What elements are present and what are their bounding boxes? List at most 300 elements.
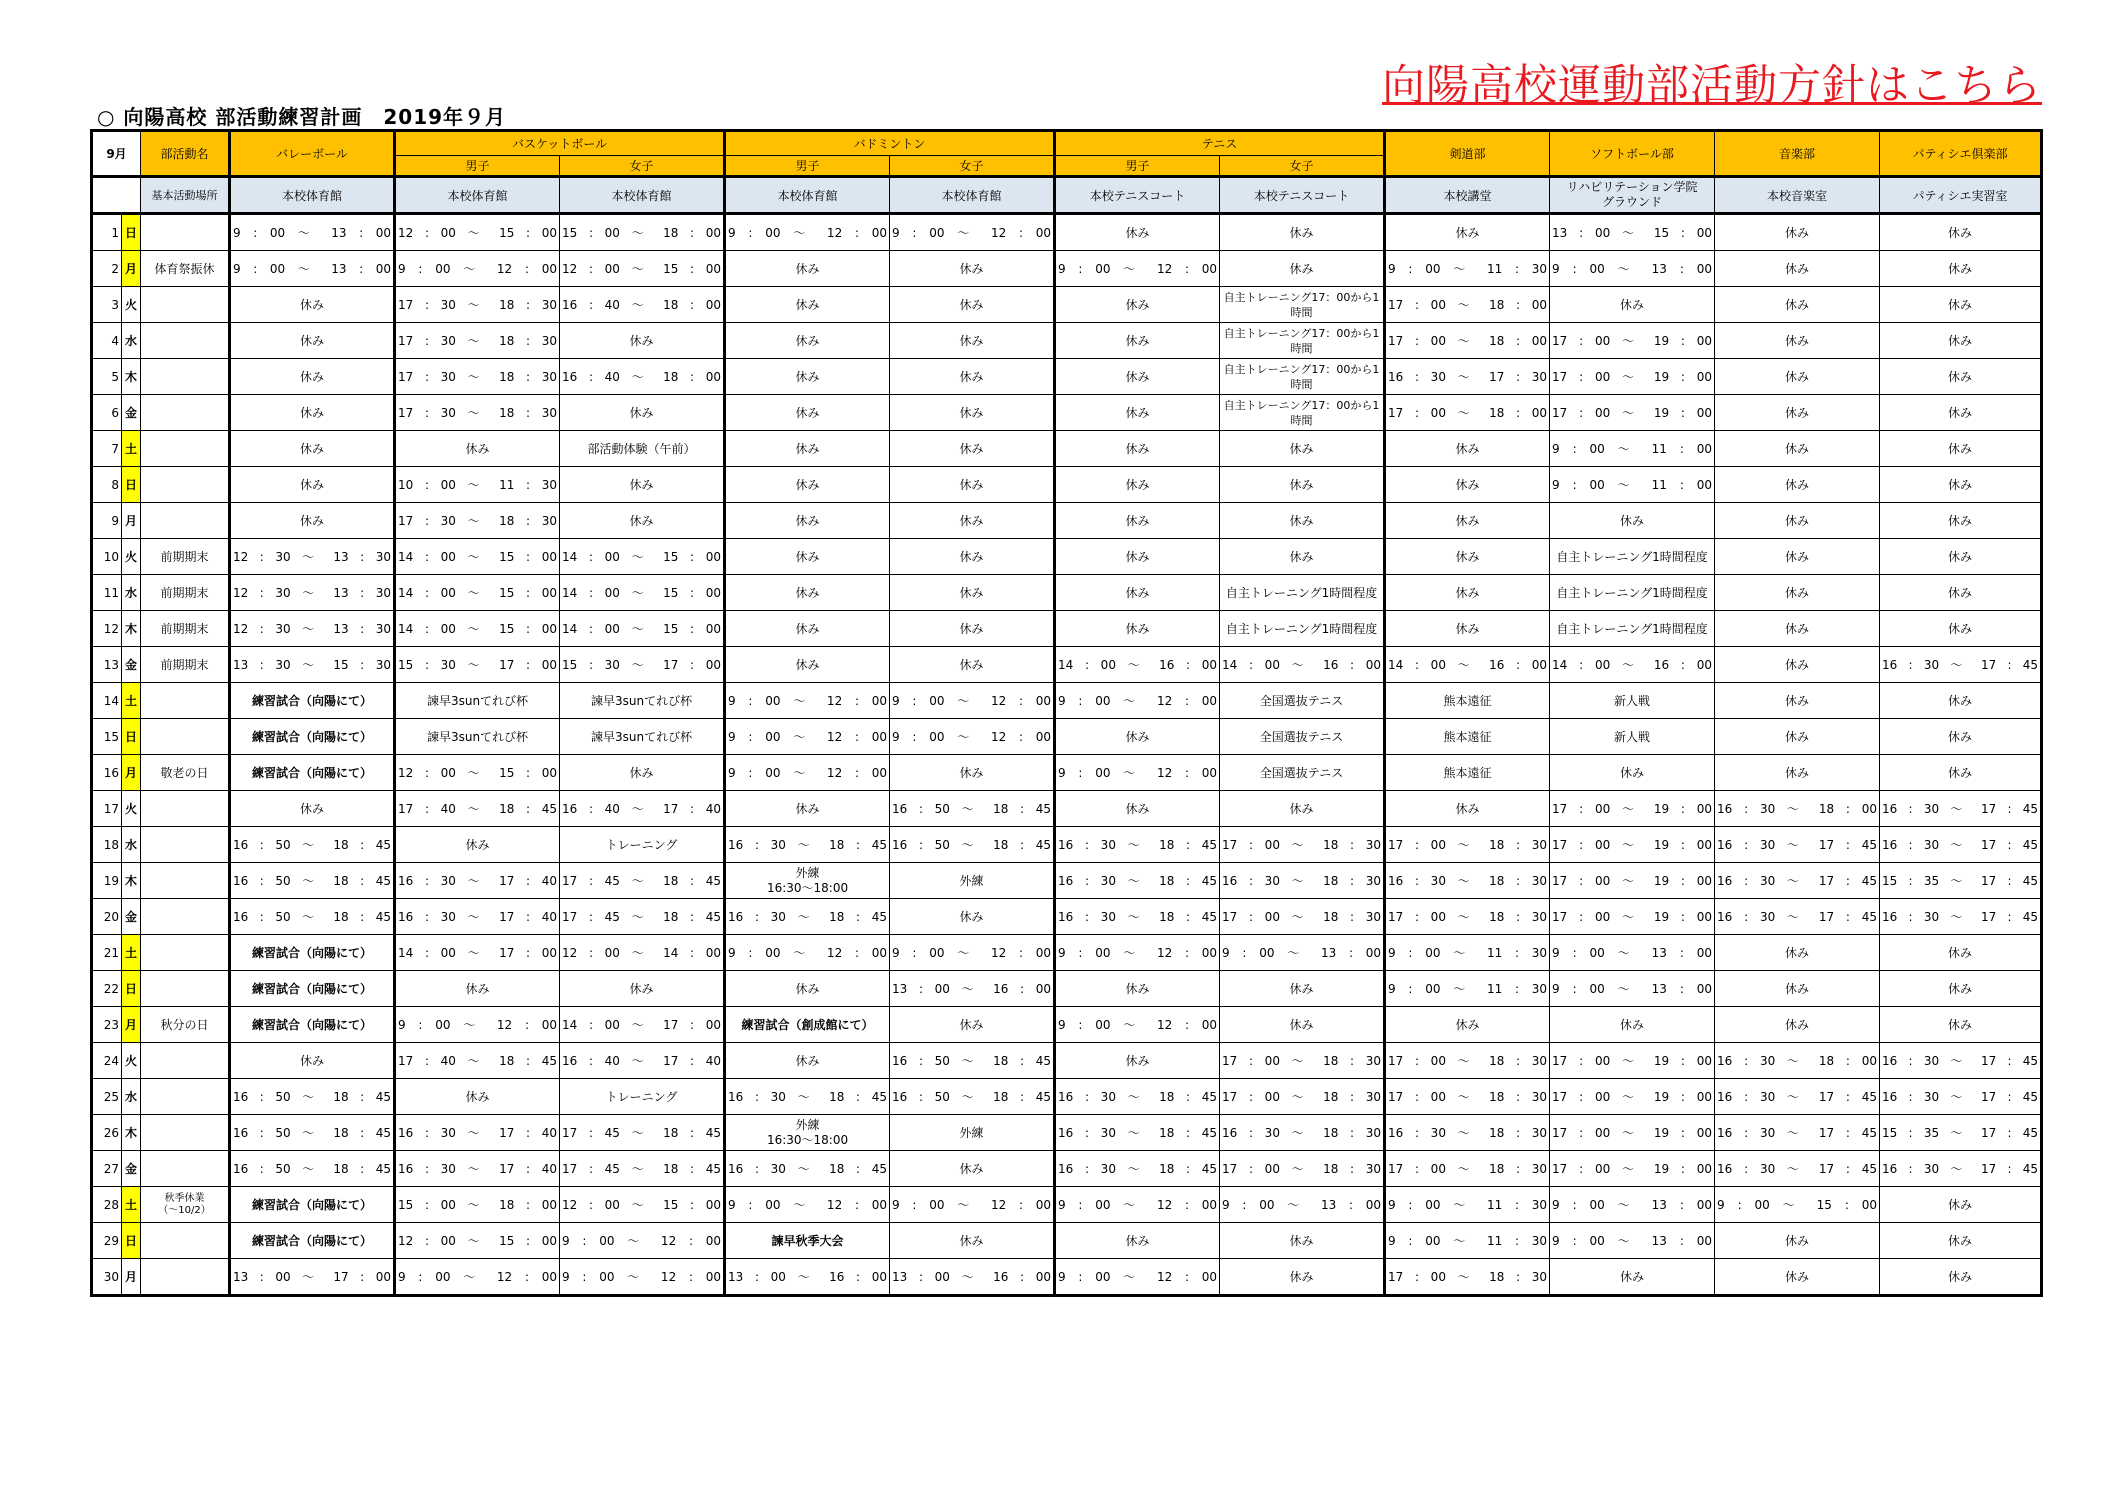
schedule-cell: 14 : 00 ～ 15 : 00 <box>560 575 725 611</box>
schedule-cell: 休み <box>560 503 725 539</box>
event-note <box>141 1223 230 1259</box>
day-number: 12 <box>92 611 122 647</box>
schedule-cell: 休み <box>1055 323 1220 359</box>
weekday: 月 <box>122 251 141 287</box>
table-row <box>92 575 2042 611</box>
schedule-cell: 休み <box>890 1151 1055 1187</box>
schedule-cell: 休み <box>1385 611 1550 647</box>
schedule-cell: 9 : 00 ～ 12 : 00 <box>725 935 890 971</box>
weekday: 日 <box>122 971 141 1007</box>
weekday: 木 <box>122 1115 141 1151</box>
schedule-cell: 休み <box>1715 971 1880 1007</box>
table-row <box>92 935 2042 971</box>
schedule-cell: 休み <box>230 503 395 539</box>
table-row <box>92 755 2042 791</box>
schedule-cell: 9 : 00 ～ 13 : 00 <box>1550 935 1715 971</box>
tennis-female: 女子 <box>1220 156 1385 177</box>
basketball-male: 男子 <box>395 156 560 177</box>
schedule-cell: 休み <box>1220 1259 1385 1296</box>
weekday: 月 <box>122 1259 141 1296</box>
event-note <box>141 719 230 755</box>
event-note: 前期期末 <box>141 575 230 611</box>
weekday: 金 <box>122 1151 141 1187</box>
event-note: 前期期末 <box>141 647 230 683</box>
weekday: 日 <box>122 214 141 251</box>
schedule-cell: 諫早3sunてれび杯 <box>560 683 725 719</box>
weekday: 土 <box>122 935 141 971</box>
schedule-cell: 休み <box>1880 431 2042 467</box>
day-number: 25 <box>92 1079 122 1115</box>
schedule-cell: 13 : 30 ～ 15 : 30 <box>230 647 395 683</box>
schedule-cell: 外練 <box>890 863 1055 899</box>
schedule-cell: 15 : 00 ～ 18 : 00 <box>395 1187 560 1223</box>
schedule-cell: 休み <box>1220 1223 1385 1259</box>
schedule-cell: 休み <box>725 611 890 647</box>
schedule-cell: 休み <box>890 395 1055 431</box>
schedule-cell: 休み <box>1880 503 2042 539</box>
schedule-cell: 17 : 00 ～ 18 : 00 <box>1385 287 1550 323</box>
day-number: 22 <box>92 971 122 1007</box>
event-note <box>141 395 230 431</box>
club-volleyball: バレーボール <box>230 131 395 177</box>
schedule-cell: 12 : 00 ～ 15 : 00 <box>560 251 725 287</box>
place-cell: 本校テニスコート <box>1220 177 1385 214</box>
schedule-cell: 14 : 00 ～ 16 : 00 <box>1220 647 1385 683</box>
schedule-cell: 14 : 00 ～ 17 : 00 <box>560 1007 725 1043</box>
schedule-cell: 休み <box>560 395 725 431</box>
schedule-cell: 16 : 30 ～ 17 : 40 <box>395 1115 560 1151</box>
schedule-cell: 16 : 30 ～ 18 : 30 <box>1220 863 1385 899</box>
table-row <box>92 1115 2042 1151</box>
table-row <box>92 827 2042 863</box>
event-note <box>141 431 230 467</box>
schedule-cell: 休み <box>1385 214 1550 251</box>
event-note <box>141 683 230 719</box>
day-number: 2 <box>92 251 122 287</box>
schedule-cell: 休み <box>1715 359 1880 395</box>
schedule-cell: 17 : 00 ～ 19 : 00 <box>1550 899 1715 935</box>
schedule-cell: 17 : 00 ～ 18 : 30 <box>1385 1259 1550 1296</box>
schedule-cell: 休み <box>725 287 890 323</box>
schedule-cell: 休み <box>1880 539 2042 575</box>
schedule-cell: 休み <box>1055 539 1220 575</box>
schedule-cell: 休み <box>1880 1007 2042 1043</box>
place-cell: 本校体育館 <box>890 177 1055 214</box>
schedule-cell: 休み <box>1055 287 1220 323</box>
schedule-cell: 16 : 40 ～ 17 : 40 <box>560 791 725 827</box>
schedule-cell: 自主トレーニング1時間程度 <box>1550 611 1715 647</box>
schedule-cell: トレーニング <box>560 1079 725 1115</box>
schedule-cell: 16 : 30 ～ 17 : 45 <box>1880 791 2042 827</box>
schedule-cell: 17 : 00 ～ 19 : 00 <box>1550 1079 1715 1115</box>
schedule-cell: 外練 <box>890 1115 1055 1151</box>
schedule-cell: 15 : 30 ～ 17 : 00 <box>395 647 560 683</box>
tennis-male: 男子 <box>1055 156 1220 177</box>
schedule-cell: 13 : 00 ～ 15 : 00 <box>1550 214 1715 251</box>
schedule-cell: 練習試合（向陽にて） <box>230 755 395 791</box>
schedule-cell: 休み <box>1055 575 1220 611</box>
schedule-cell: トレーニング <box>560 827 725 863</box>
day-number: 1 <box>92 214 122 251</box>
event-note <box>141 287 230 323</box>
schedule-cell: 16 : 30 ～ 18 : 45 <box>1055 899 1220 935</box>
schedule-cell: 休み <box>1715 503 1880 539</box>
schedule-cell: 休み <box>1220 971 1385 1007</box>
schedule-cell: 休み <box>1880 323 2042 359</box>
day-number: 8 <box>92 467 122 503</box>
schedule-cell: 9 : 00 ～ 11 : 30 <box>1385 251 1550 287</box>
schedule-cell: 自主トレーニング1時間程度 <box>1220 611 1385 647</box>
place-cell: リハビリテーション学院 グラウンド <box>1550 177 1715 214</box>
schedule-cell: 諫早秋季大会 <box>725 1223 890 1259</box>
schedule-cell: 休み <box>230 395 395 431</box>
schedule-cell: 9 : 00 ～ 13 : 00 <box>1550 971 1715 1007</box>
schedule-cell: 休み <box>1715 611 1880 647</box>
schedule-cell: 9 : 00 ～ 12 : 00 <box>890 719 1055 755</box>
schedule-cell: 休み <box>1715 539 1880 575</box>
schedule-cell: 熊本遠征 <box>1385 683 1550 719</box>
event-note <box>141 1043 230 1079</box>
schedule-cell: 16 : 50 ～ 18 : 45 <box>230 863 395 899</box>
schedule-cell: 9 : 00 ～ 12 : 00 <box>890 1187 1055 1223</box>
schedule-cell: 全国選抜テニス <box>1220 719 1385 755</box>
weekday: 木 <box>122 611 141 647</box>
schedule-cell: 休み <box>1880 935 2042 971</box>
schedule-cell: 休み <box>1385 791 1550 827</box>
schedule-cell: 9 : 00 ～ 12 : 00 <box>1055 1259 1220 1296</box>
schedule-cell: 16 : 50 ～ 18 : 45 <box>230 1115 395 1151</box>
schedule-cell: 9 : 00 ～ 15 : 00 <box>1715 1187 1880 1223</box>
schedule-cell: 休み <box>230 287 395 323</box>
club-tennis: テニス <box>1055 131 1385 156</box>
schedule-cell: 9 : 00 ～ 12 : 00 <box>725 683 890 719</box>
club-kendo: 剣道部 <box>1385 131 1550 177</box>
schedule-cell: 全国選抜テニス <box>1220 755 1385 791</box>
event-note <box>141 323 230 359</box>
schedule-cell: 17 : 45 ～ 18 : 45 <box>560 1151 725 1187</box>
table-row <box>92 1259 2042 1296</box>
schedule-cell: 17 : 00 ～ 19 : 00 <box>1550 1115 1715 1151</box>
schedule-cell: 15 : 35 ～ 17 : 45 <box>1880 1115 2042 1151</box>
schedule-cell: 17 : 00 ～ 18 : 00 <box>1385 395 1550 431</box>
schedule-cell: 9 : 00 ～ 11 : 30 <box>1385 1187 1550 1223</box>
schedule-cell: 新人戦 <box>1550 719 1715 755</box>
schedule-cell: 練習試合（向陽にて） <box>230 1223 395 1259</box>
day-number: 15 <box>92 719 122 755</box>
place-label: 基本活動場所 <box>141 177 230 214</box>
weekday: 日 <box>122 1223 141 1259</box>
schedule-cell: 16 : 40 ～ 17 : 40 <box>560 1043 725 1079</box>
schedule-cell: 15 : 35 ～ 17 : 45 <box>1880 863 2042 899</box>
schedule-cell: 16 : 30 ～ 17 : 45 <box>1880 899 2042 935</box>
schedule-cell: 休み <box>1055 1223 1220 1259</box>
schedule-cell: 17 : 30 ～ 18 : 30 <box>395 323 560 359</box>
day-number: 23 <box>92 1007 122 1043</box>
schedule-cell: 17 : 45 ～ 18 : 45 <box>560 1115 725 1151</box>
schedule-cell: 13 : 00 ～ 16 : 00 <box>890 971 1055 1007</box>
schedule-cell: 休み <box>890 431 1055 467</box>
schedule-cell: 16 : 30 ～ 17 : 45 <box>1715 827 1880 863</box>
schedule-cell: 休み <box>1550 1259 1715 1296</box>
weekday: 月 <box>122 755 141 791</box>
schedule-cell: 新人戦 <box>1550 683 1715 719</box>
schedule-cell: 休み <box>560 971 725 1007</box>
schedule-cell: 休み <box>1055 359 1220 395</box>
schedule-cell: 17 : 00 ～ 18 : 30 <box>1220 827 1385 863</box>
schedule-cell: 16 : 30 ～ 18 : 45 <box>725 1079 890 1115</box>
schedule-cell: 16 : 30 ～ 18 : 45 <box>1055 1115 1220 1151</box>
schedule-cell: 9 : 00 ～ 12 : 00 <box>725 719 890 755</box>
weekday: 金 <box>122 899 141 935</box>
schedule-cell: 休み <box>1715 287 1880 323</box>
weekday: 土 <box>122 683 141 719</box>
weekday: 月 <box>122 1007 141 1043</box>
schedule-cell: 17 : 40 ～ 18 : 45 <box>395 791 560 827</box>
schedule-cell: 休み <box>560 467 725 503</box>
day-number: 20 <box>92 899 122 935</box>
schedule-cell: 休み <box>1220 1007 1385 1043</box>
club-policy-link[interactable]: 向陽高校運動部活動方針はこちら <box>1382 61 2042 111</box>
weekday: 木 <box>122 863 141 899</box>
schedule-cell: 熊本遠征 <box>1385 719 1550 755</box>
schedule-cell: 休み <box>1055 791 1220 827</box>
schedule-cell: 休み <box>1715 575 1880 611</box>
schedule-cell: 休み <box>1715 647 1880 683</box>
schedule-cell: 休み <box>1385 467 1550 503</box>
schedule-cell: 休み <box>1880 1259 2042 1296</box>
schedule-cell: 9 : 00 ～ 12 : 00 <box>395 1007 560 1043</box>
weekday: 金 <box>122 647 141 683</box>
place-cell: 本校音楽室 <box>1715 177 1880 214</box>
weekday: 火 <box>122 791 141 827</box>
schedule-cell: 休み <box>1715 719 1880 755</box>
schedule-cell: 休み <box>725 503 890 539</box>
schedule-cell: 休み <box>890 755 1055 791</box>
schedule-cell: 休み <box>1055 1043 1220 1079</box>
schedule-cell: 自主トレーニング17：00から1時間 <box>1220 395 1385 431</box>
schedule-cell: 12 : 30 ～ 13 : 30 <box>230 539 395 575</box>
schedule-cell: 諫早3sunてれび杯 <box>395 719 560 755</box>
schedule-cell: 休み <box>230 467 395 503</box>
schedule-cell: 16 : 30 ～ 18 : 45 <box>1055 863 1220 899</box>
schedule-cell: 休み <box>1880 287 2042 323</box>
event-note <box>141 503 230 539</box>
club-softball: ソフトボール部 <box>1550 131 1715 177</box>
schedule-cell: 休み <box>1550 755 1715 791</box>
schedule-cell: 休み <box>1880 971 2042 1007</box>
schedule-cell: 14 : 00 ～ 15 : 00 <box>395 611 560 647</box>
schedule-cell: 17 : 00 ～ 18 : 30 <box>1385 899 1550 935</box>
schedule-cell: 休み <box>725 395 890 431</box>
weekday: 火 <box>122 1043 141 1079</box>
day-number: 21 <box>92 935 122 971</box>
schedule-cell: 14 : 00 ～ 15 : 00 <box>395 539 560 575</box>
schedule-table <box>90 129 2043 1297</box>
schedule-cell: 9 : 00 ～ 13 : 00 <box>1220 1187 1385 1223</box>
weekday: 火 <box>122 287 141 323</box>
table-row <box>92 1187 2042 1223</box>
club-music: 音楽部 <box>1715 131 1880 177</box>
schedule-cell: 17 : 00 ～ 18 : 30 <box>1385 827 1550 863</box>
schedule-cell: 9 : 00 ～ 12 : 00 <box>890 214 1055 251</box>
table-row <box>92 1043 2042 1079</box>
schedule-cell: 16 : 30 ～ 17 : 30 <box>1385 359 1550 395</box>
schedule-cell: 16 : 30 ～ 18 : 00 <box>1715 791 1880 827</box>
event-note <box>141 935 230 971</box>
event-note: 秋季休業 （～10/2） <box>141 1187 230 1223</box>
schedule-cell: 休み <box>890 611 1055 647</box>
schedule-cell: 全国選抜テニス <box>1220 683 1385 719</box>
place-blank <box>92 177 141 214</box>
table-row <box>92 971 2042 1007</box>
schedule-cell: 16 : 30 ～ 18 : 45 <box>725 827 890 863</box>
schedule-cell: 練習試合（創成館にて） <box>725 1007 890 1043</box>
schedule-cell: 12 : 30 ～ 13 : 30 <box>230 575 395 611</box>
schedule-cell: 休み <box>1880 575 2042 611</box>
schedule-cell: 休み <box>1880 719 2042 755</box>
schedule-cell: 休み <box>1055 395 1220 431</box>
schedule-cell: 休み <box>1385 575 1550 611</box>
day-number: 16 <box>92 755 122 791</box>
schedule-cell: 休み <box>1880 251 2042 287</box>
schedule-cell: 休み <box>1055 431 1220 467</box>
schedule-cell: 休み <box>1715 935 1880 971</box>
weekday: 水 <box>122 323 141 359</box>
schedule-cell: 14 : 00 ～ 16 : 00 <box>1055 647 1220 683</box>
schedule-cell: 休み <box>1055 214 1220 251</box>
schedule-cell: 14 : 00 ～ 16 : 00 <box>1385 647 1550 683</box>
day-number: 3 <box>92 287 122 323</box>
table-row <box>92 467 2042 503</box>
table-row <box>92 359 2042 395</box>
schedule-cell: 16 : 30 ～ 17 : 45 <box>1880 1151 2042 1187</box>
schedule-cell: 休み <box>1880 359 2042 395</box>
schedule-cell: 15 : 00 ～ 18 : 00 <box>560 214 725 251</box>
day-number: 29 <box>92 1223 122 1259</box>
table-row <box>92 1151 2042 1187</box>
club-badminton: バドミントン <box>725 131 1055 156</box>
schedule-cell: 9 : 00 ～ 13 : 00 <box>230 214 395 251</box>
schedule-cell: 休み <box>890 359 1055 395</box>
schedule-cell: 練習試合（向陽にて） <box>230 971 395 1007</box>
schedule-cell: 9 : 00 ～ 12 : 00 <box>725 214 890 251</box>
table-row <box>92 863 2042 899</box>
table-row <box>92 431 2042 467</box>
schedule-cell: 休み <box>1385 503 1550 539</box>
schedule-cell: 17 : 00 ～ 19 : 00 <box>1550 863 1715 899</box>
schedule-cell: 休み <box>890 467 1055 503</box>
schedule-cell: 16 : 50 ～ 18 : 45 <box>230 1079 395 1115</box>
schedule-cell: 休み <box>1055 467 1220 503</box>
schedule-cell: 16 : 30 ～ 17 : 45 <box>1715 1079 1880 1115</box>
schedule-cell: 16 : 30 ～ 18 : 45 <box>1055 1151 1220 1187</box>
table-row <box>92 287 2042 323</box>
schedule-cell: 休み <box>1220 431 1385 467</box>
schedule-cell: 休み <box>230 359 395 395</box>
page-title: ○ 向陽高校 部活動練習計画 2019年９月 <box>97 105 507 129</box>
schedule-cell: 16 : 30 ～ 17 : 40 <box>395 863 560 899</box>
schedule-cell: 休み <box>1055 971 1220 1007</box>
schedule-cell: 16 : 30 ～ 18 : 45 <box>1055 1079 1220 1115</box>
day-number: 5 <box>92 359 122 395</box>
basketball-female: 女子 <box>560 156 725 177</box>
schedule-cell: 17 : 00 ～ 19 : 00 <box>1550 791 1715 827</box>
day-number: 30 <box>92 1259 122 1296</box>
schedule-cell: 10 : 00 ～ 11 : 30 <box>395 467 560 503</box>
day-number: 28 <box>92 1187 122 1223</box>
event-note <box>141 791 230 827</box>
table-row <box>92 503 2042 539</box>
schedule-cell: 17 : 00 ～ 18 : 00 <box>1385 323 1550 359</box>
schedule-cell: 諫早3sunてれび杯 <box>560 719 725 755</box>
schedule-cell: 部活動体験（午前） <box>560 431 725 467</box>
schedule-cell: 休み <box>1385 539 1550 575</box>
day-number: 9 <box>92 503 122 539</box>
schedule-cell: 9 : 00 ～ 11 : 30 <box>1385 1223 1550 1259</box>
schedule-cell: 12 : 00 ～ 15 : 00 <box>560 1187 725 1223</box>
badminton-male: 男子 <box>725 156 890 177</box>
weekday: 日 <box>122 719 141 755</box>
schedule-cell: 休み <box>1715 1223 1880 1259</box>
schedule-cell: 9 : 00 ～ 12 : 00 <box>560 1223 725 1259</box>
schedule-cell: 休み <box>1220 539 1385 575</box>
schedule-cell: 17 : 00 ～ 18 : 30 <box>1385 1079 1550 1115</box>
schedule-cell: 休み <box>1715 251 1880 287</box>
schedule-cell: 練習試合（向陽にて） <box>230 683 395 719</box>
weekday: 水 <box>122 575 141 611</box>
event-note: 前期期末 <box>141 611 230 647</box>
schedule-cell: 9 : 00 ～ 12 : 00 <box>395 1259 560 1296</box>
schedule-cell: 休み <box>890 1007 1055 1043</box>
day-number: 17 <box>92 791 122 827</box>
schedule-cell: 休み <box>1880 214 2042 251</box>
place-cell: 本校体育館 <box>230 177 395 214</box>
schedule-cell: 16 : 30 ～ 17 : 45 <box>1880 647 2042 683</box>
schedule-cell: 17 : 00 ～ 18 : 30 <box>1385 1043 1550 1079</box>
schedule-cell: 休み <box>1385 431 1550 467</box>
schedule-cell: 休み <box>890 503 1055 539</box>
schedule-cell: 17 : 45 ～ 18 : 45 <box>560 863 725 899</box>
schedule-cell: 9 : 00 ～ 12 : 00 <box>890 935 1055 971</box>
schedule-cell: 休み <box>1220 791 1385 827</box>
schedule-cell: 14 : 00 ～ 17 : 00 <box>395 935 560 971</box>
day-number: 4 <box>92 323 122 359</box>
schedule-cell: 9 : 00 ～ 12 : 00 <box>395 251 560 287</box>
schedule-cell: 16 : 30 ～ 17 : 45 <box>1880 827 2042 863</box>
schedule-cell: 17 : 40 ～ 18 : 45 <box>395 1043 560 1079</box>
schedule-cell: 休み <box>395 971 560 1007</box>
schedule-cell: 16 : 50 ～ 18 : 45 <box>890 791 1055 827</box>
schedule-cell: 休み <box>1715 755 1880 791</box>
schedule-cell: 16 : 30 ～ 18 : 45 <box>725 899 890 935</box>
schedule-cell: 休み <box>1385 1007 1550 1043</box>
schedule-cell: 休み <box>395 827 560 863</box>
schedule-cell: 15 : 30 ～ 17 : 00 <box>560 647 725 683</box>
schedule-cell: 16 : 30 ～ 17 : 40 <box>395 899 560 935</box>
badminton-female: 女子 <box>890 156 1055 177</box>
schedule-cell: 自主トレーニング17：00から1時間 <box>1220 323 1385 359</box>
schedule-cell: 17 : 00 ～ 18 : 30 <box>1220 1151 1385 1187</box>
schedule-cell: 17 : 00 ～ 19 : 00 <box>1550 827 1715 863</box>
day-number: 27 <box>92 1151 122 1187</box>
schedule-cell: 自主トレーニング1時間程度 <box>1220 575 1385 611</box>
schedule-cell: 外練 16:30～18:00 <box>725 1115 890 1151</box>
schedule-cell: 休み <box>725 431 890 467</box>
schedule-cell: 17 : 00 ～ 18 : 30 <box>1220 1043 1385 1079</box>
schedule-cell: 16 : 30 ～ 17 : 45 <box>1715 1151 1880 1187</box>
schedule-cell: 休み <box>1055 611 1220 647</box>
schedule-cell: 自主トレーニング1時間程度 <box>1550 539 1715 575</box>
